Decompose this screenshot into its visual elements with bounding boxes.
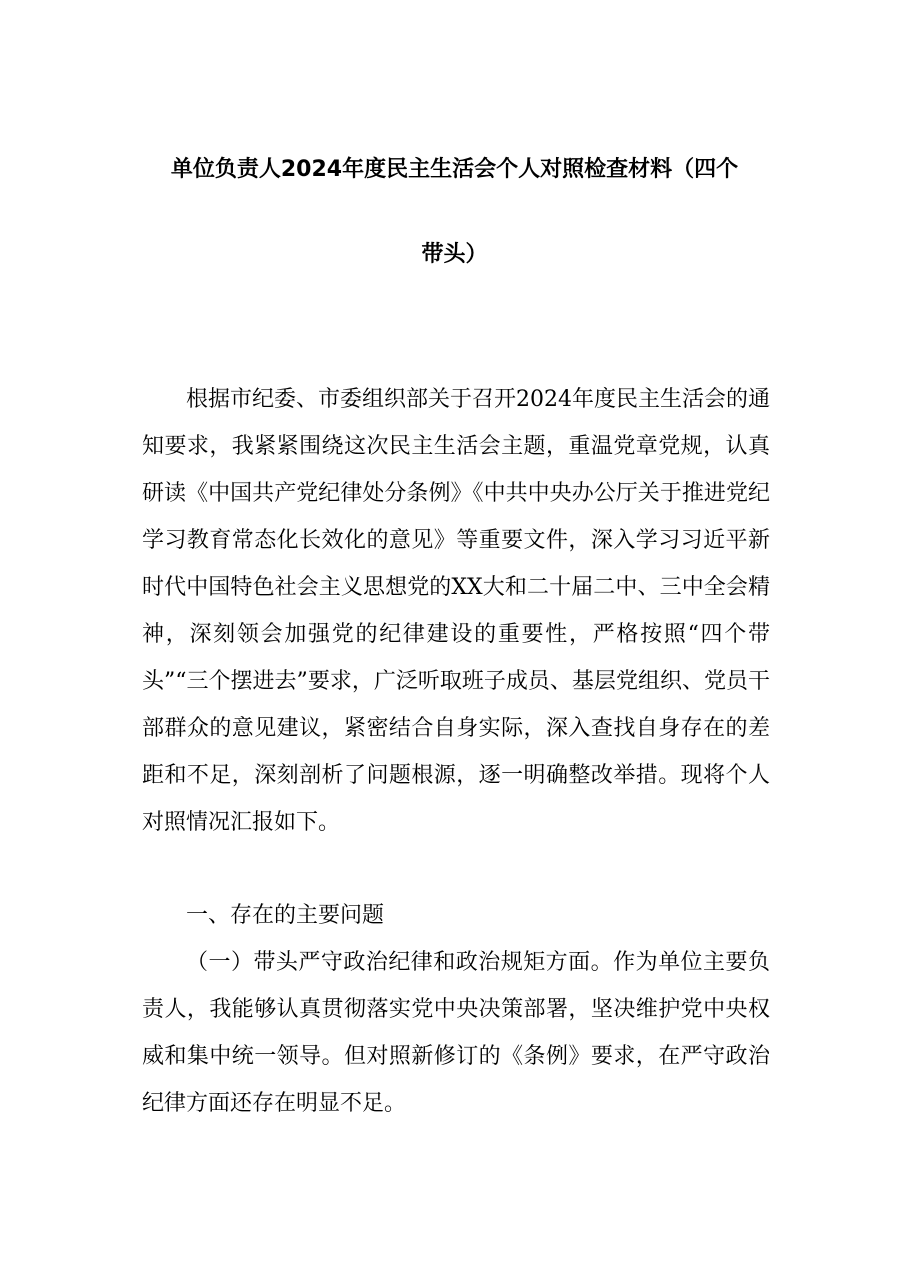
section-heading: 一、存在的主要问题 bbox=[186, 903, 385, 928]
subsection-paragraph: （一）带头严守政治纪律和政治规矩方面。作为单位主要负责人，我能够认真贯彻落实党中央决策部署，坚决维护党中央权威和集中统一领导。但对照新修订的《条例》要求，在严守政治纪律方面还存在明显不足。 bbox=[142, 950, 770, 1116]
document-title-line-2: 带头） bbox=[421, 242, 488, 267]
intro-paragraph: 根据市纪委、市委组织部关于召开2024年度民主生活会的通知要求，我紧紧围绕这次民主生活会主题，重温党章党规，认真研读《中国共产党纪律处分条例》《中共中央办公厅关于推进党纪学习教育常态化长效化的意见》等重要文件，深入学习习近平新时代中国特色社会主义思想党的XX大和二十届二中、三中全会精神，深刻领会加强党的纪律建设的重要性，严格按照“四个带头”“三个摆进去”要求，广泛听取班子成员、基层党组织、党员干部群众的意见建议，紧密结合自身实际，深入查找自身存在的差距和不足，深刻剖析了问题根源，逐一明确整改举措。现将个人对照情况汇报如下。 bbox=[142, 387, 770, 835]
document-title-line-1: 单位负责人2024年度民主生活会个人对照检查材料（四个 bbox=[170, 157, 739, 182]
